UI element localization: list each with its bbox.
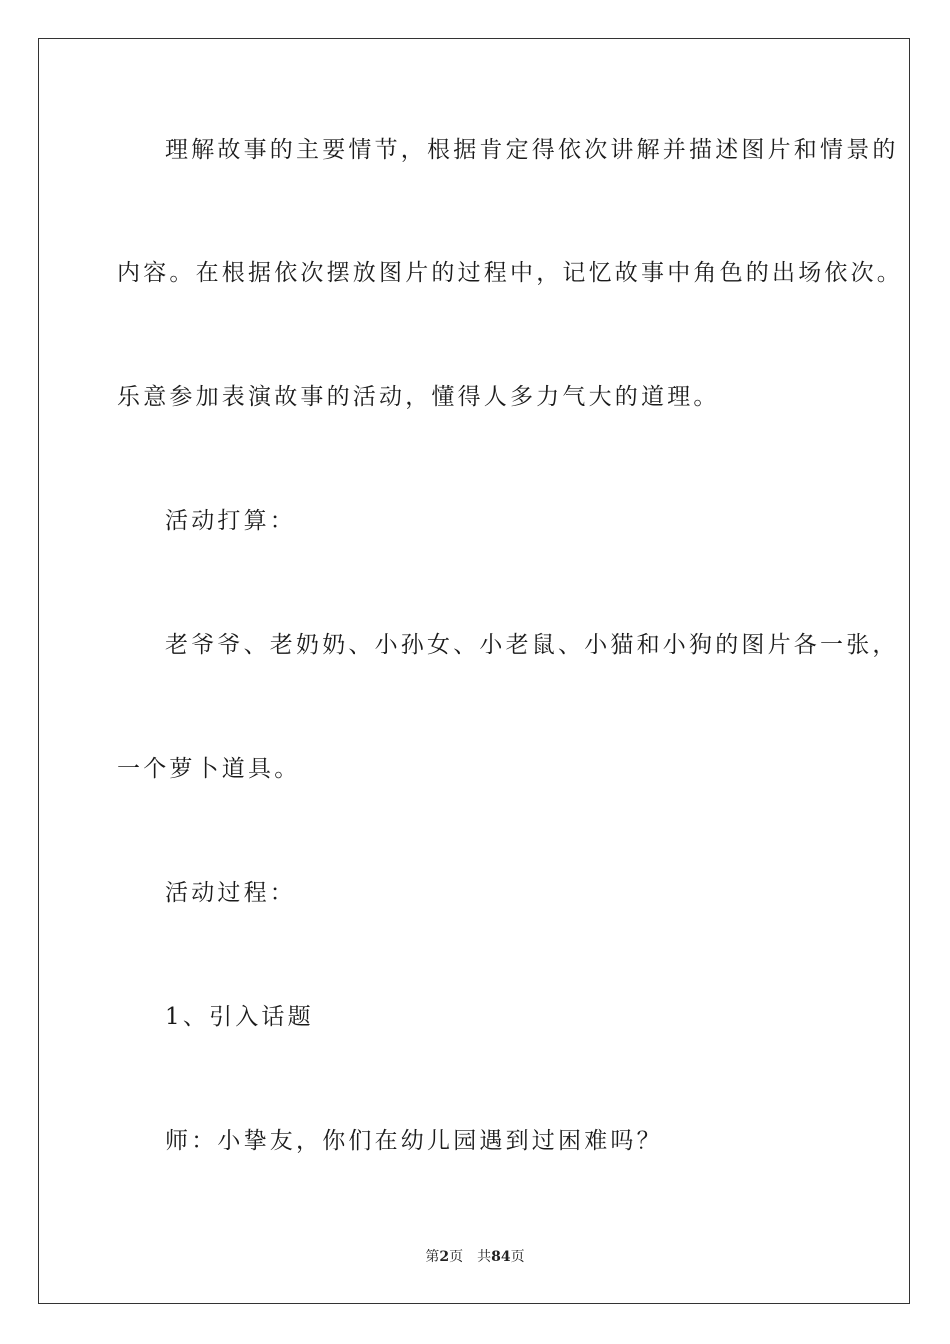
footer-total-pages: 84 <box>491 1249 511 1265</box>
footer-total-suffix: 页 <box>510 1249 525 1265</box>
footer-total-prefix: 共 <box>477 1249 492 1265</box>
paragraph-line-3: 乐意参加表演故事的活动，懂得人多力气大的道理。 <box>117 384 720 410</box>
paragraph-line-9: 师：小挚友，你们在幼儿园遇到过困难吗？ <box>165 1128 663 1154</box>
paragraph-line-1: 理解故事的主要情节，根据肯定得依次讲解并描述图片和情景的 <box>165 137 899 163</box>
paragraph-line-2: 内容。在根据依次摆放图片的过程中，记忆故事中角色的出场依次。 <box>117 260 903 286</box>
footer-page-prefix: 第 <box>425 1249 440 1265</box>
page-footer <box>0 1248 950 1266</box>
footer-page-suffix: 页 <box>449 1249 464 1265</box>
paragraph-line-6: 一个萝卜道具。 <box>117 756 301 782</box>
page-frame <box>38 38 910 1304</box>
step-heading-1: 1、引入话题 <box>165 1004 314 1030</box>
footer-page-number: 2 <box>439 1249 450 1265</box>
paragraph-line-5: 老爷爷、老奶奶、小孙女、小老鼠、小猫和小狗的图片各一张， <box>165 632 899 658</box>
section-heading-process: 活动过程： <box>165 880 296 906</box>
section-heading-preparation: 活动打算： <box>165 508 296 534</box>
